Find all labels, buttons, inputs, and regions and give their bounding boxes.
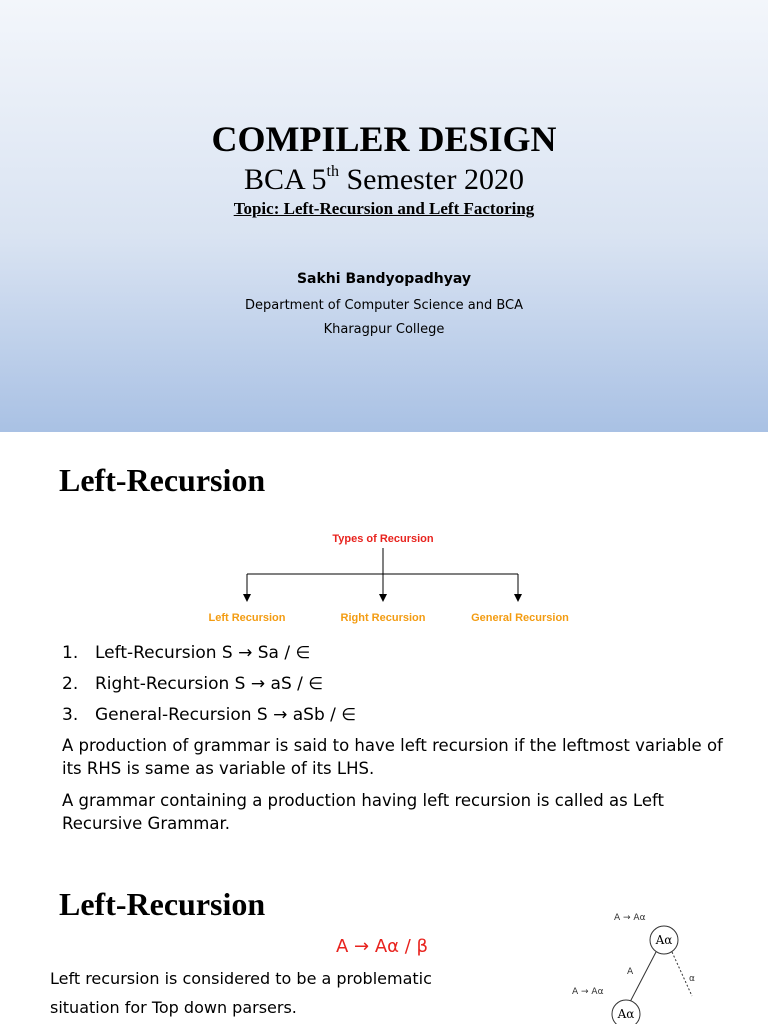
title-slide <box>0 0 768 432</box>
list-number: 3. <box>62 705 79 725</box>
topic-line: Topic: Left-Recursion and Left Factoring <box>233 199 535 218</box>
grammar-paragraph: A grammar containing a production having left recursion is called as Left Recursive Grammar. <box>62 791 664 833</box>
tree-node-bottom-label: Aα <box>617 1007 635 1021</box>
recursion-types-diagram <box>0 432 768 632</box>
topdown-paragraph: Left recursion is considered to be a problematic situation for Top down parsers. <box>50 969 432 1017</box>
author-name: Sakhi Bandyopadhyay <box>296 271 472 287</box>
subtitle-suffix: Semester 2020 <box>339 163 524 196</box>
left-recursion-formula-slide <box>0 864 768 1024</box>
slide-heading: Left-Recursion <box>59 462 266 498</box>
diagram-child-middle: Right Recursion <box>340 612 426 624</box>
recursion-list <box>62 638 356 731</box>
diagram-child-right: General Recursion <box>471 612 569 624</box>
slide-heading: Left-Recursion <box>59 886 266 922</box>
tree-edge-left <box>630 952 656 1002</box>
definition-paragraph: A production of grammar is said to have left recursion if the leftmost variable of its RHS is same as variable of its LHS. <box>62 736 723 778</box>
subtitle-prefix: BCA 5 <box>244 163 327 196</box>
subtitle-superscript: th <box>326 163 339 180</box>
list-text: Left-Recursion S → Sa / ∈ <box>95 643 311 663</box>
diagram-root-label: Types of Recursion <box>332 533 434 545</box>
course-subtitle <box>0 163 768 197</box>
list-number: 1. <box>62 643 79 663</box>
list-text: General-Recursion S → aSb / ∈ <box>95 705 357 725</box>
tree-mid-label: A → Aα <box>572 987 604 997</box>
tree-top-label: A → Aα <box>614 913 646 923</box>
department-name: Department of Computer Science and BCA <box>245 298 523 313</box>
left-recursion-slide <box>0 432 768 864</box>
list-text: Right-Recursion S → aS / ∈ <box>95 674 324 694</box>
list-item <box>62 638 356 669</box>
recursion-formula: A → Aα / β <box>336 936 429 957</box>
college-name: Kharagpur College <box>323 322 445 337</box>
tree-edge-right-label: α <box>689 974 695 984</box>
list-item <box>62 669 356 700</box>
tree-edge-left-label: A <box>627 967 634 977</box>
diagram-child-left: Left Recursion <box>208 612 286 624</box>
list-number: 2. <box>62 674 79 694</box>
tree-node-top-label: Aα <box>655 933 673 947</box>
derivation-tree <box>0 864 768 1024</box>
course-title: COMPILER DESIGN <box>211 119 557 159</box>
list-item <box>62 700 356 731</box>
